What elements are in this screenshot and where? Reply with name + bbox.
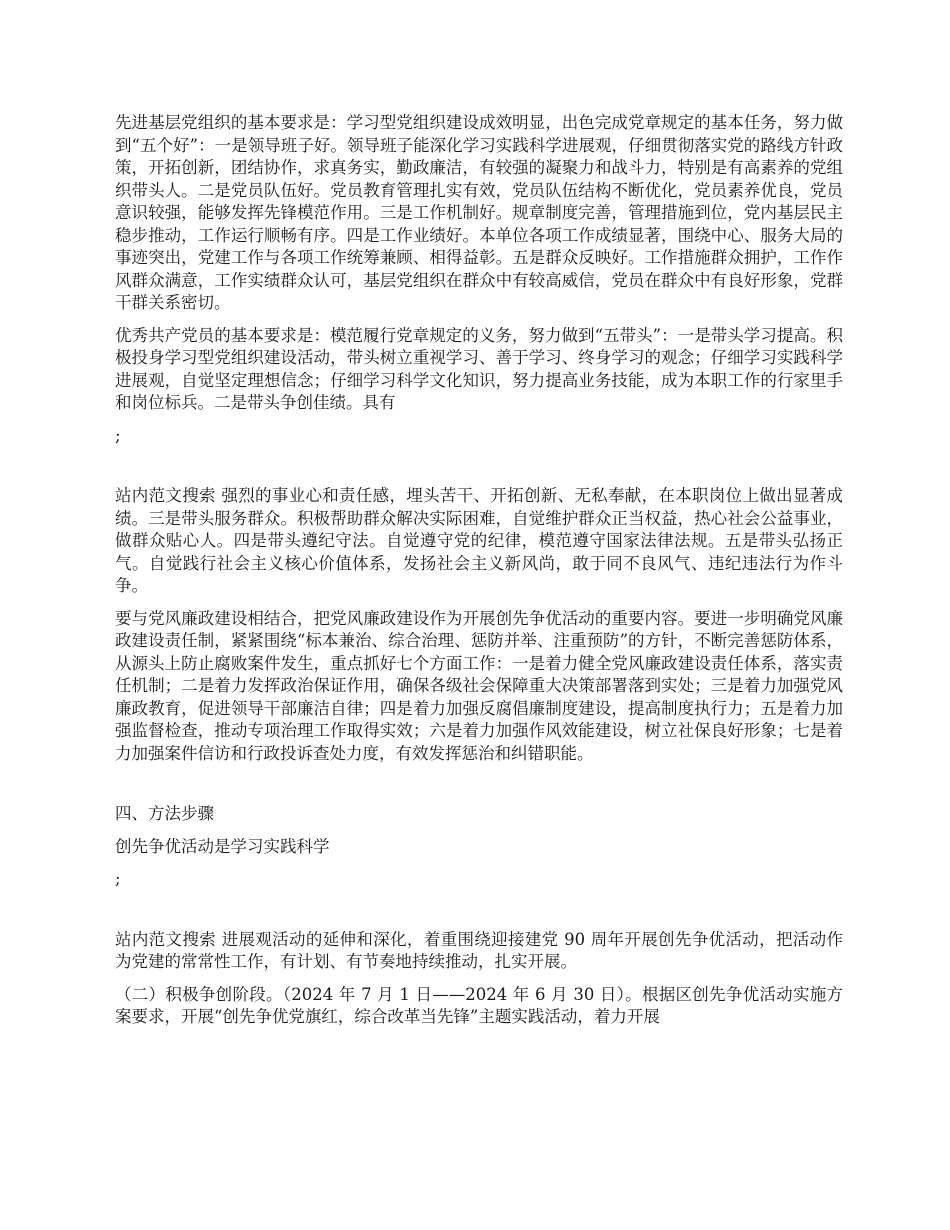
paragraph-site-search-2: 站内范文搜索 进展观活动的延伸和深化，着重围绕迎接建党 90 周年开展创先争优活动，把活动作为党建的常常性工作，有计划、有节奏地持续推动，扎实开展。 bbox=[115, 929, 843, 971]
paragraph-site-search-1: 站内范文搜索 强烈的事业心和责任感，埋头苦干、开拓创新、无私奉献，在本职岗位上做出显著成绩。三是带头服务群众。积极帮助群众解决实际困难，自觉维护群众正当权益，热心社会公益事业，做群众贴心人。四是带头遵纪守法。自觉遵守党的纪律，模范遵守国家法律法规。五是带头弘扬正气。自觉践行社会主义核心价值体系，发扬社会主义新风尚，敢于同不良风气、违纪违法行为作斗争。 bbox=[115, 486, 843, 595]
semicolon-separator: ; bbox=[115, 425, 121, 445]
paragraph-advanced-party-org: 先进基层党组织的基本要求是：学习型党组织建设成效明显，出色完成党章规定的基本任务，努力做到“五个好”：一是领导班子好。领导班子能深化学习实践科学进展观，仔细贯彻落实党的路线方针政策，开拓创新，团结协作，求真务实，勤政廉洁，有较强的凝聚力和战斗力，特别是有高素养的党组织带头人。二是党员队伍好。党员教育管理扎实有效，党员队伍结构不断优化，党员素养优良，党员意识较强，能够发挥先锋模范作用。三是工作机制好。规章制度完善，管理措施到位，党内基层民主稳步推动，工作运行顺畅有序。四是工作业绩好。本单位各项工作成绩显著，围绕中心、服务大局的事迹突出，党建工作与各项工作统筹兼顾、相得益彰。五是群众反映好。工作措施群众拥护，工作作风群众满意，工作实绩群众认可，基层党组织在群众中有较高威信，党员在群众中有良好形象，党群干群关系密切。 bbox=[115, 113, 843, 312]
paragraph-stage-two: （二）积极争创阶段。（2024 年 7 月 1 日——2024 年 6 月 30 日）。根据区创先争优活动实施方案要求，开展“创先争优党旗红，综合改革当先锋”主题实践活动，着力开展 bbox=[115, 984, 843, 1026]
paragraph-activity-intro: 创先争优活动是学习实践科学 bbox=[115, 836, 330, 856]
section-heading-methods: 四、方法步骤 bbox=[115, 804, 214, 823]
semicolon-separator: ; bbox=[115, 869, 121, 888]
document-body bbox=[115, 112, 843, 1029]
paragraph-clean-governance: 要与党风廉政建设相结合，把党风廉政建设作为开展创先争优活动的重要内容。要进一步明确党风廉政建设责任制，紧紧围绕“标本兼治、综合治理、惩防并举、注重预防”的方针，不断完善惩防体系，从源头上防止腐败案件发生，重点抓好七个方面工作：一是着力健全党风廉政建设责任体系，落实责任机制；二是着力发挥政治保证作用，确保各级社会保障重大决策部署落到实处；三是着力加强党风廉政教育，促进领导干部廉洁自律；四是着力加强反腐倡廉制度建设，提高制度执行力；五是着力加强监督检查，推动专项治理工作取得实效；六是着力加强作风效能建设，树立社保良好形象；七是着力加强案件信访和行政投诉查处力度，有效发挥惩治和纠错职能。 bbox=[115, 608, 843, 763]
paragraph-excellent-member: 优秀共产党员的基本要求是：模范履行党章规定的义务，努力做到“五带头”：一是带头学习提高。积极投身学习型党组织建设活动，带头树立重视学习、善于学习、终身学习的观念；仔细学习实践科学进展观，自觉坚定理想信念；仔细学习科学文化知识，努力提高业务技能，成为本职工作的行家里手和岗位标兵。二是带头争创佳绩。具有 bbox=[115, 325, 843, 412]
